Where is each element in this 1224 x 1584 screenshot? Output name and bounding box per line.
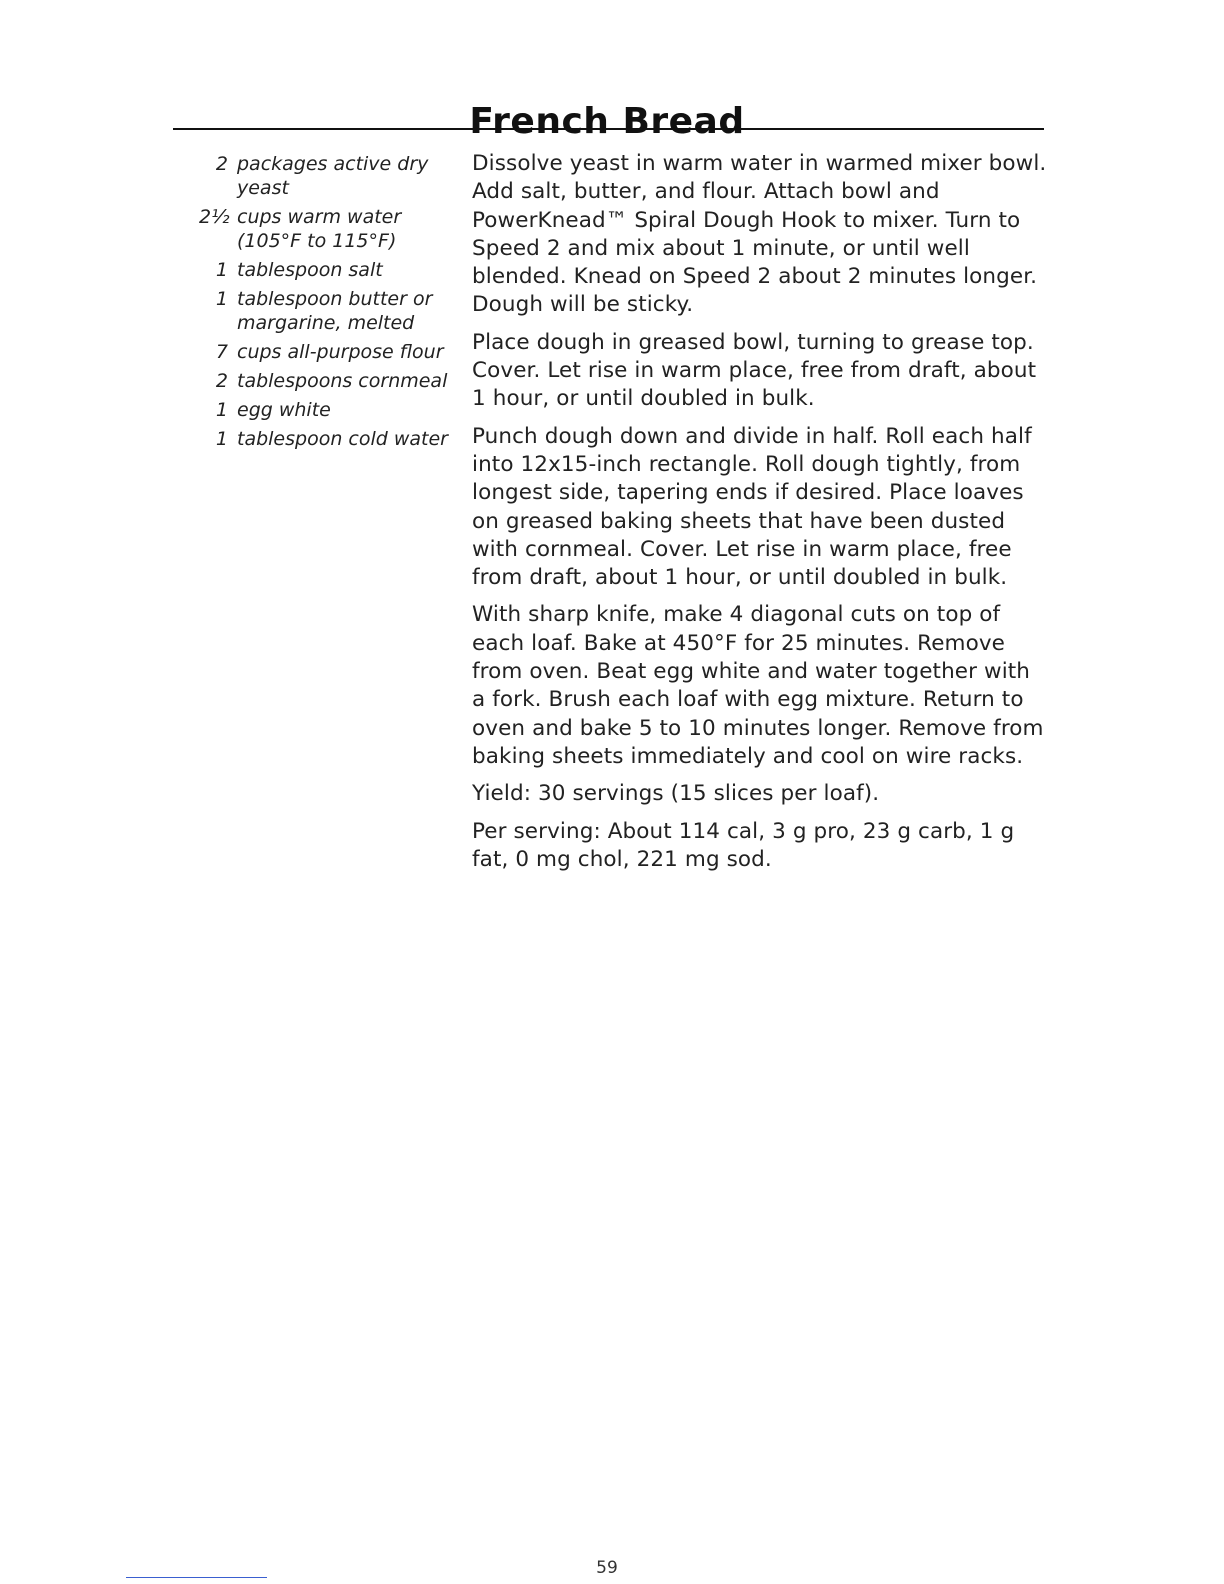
ingredient-item (190, 287, 460, 335)
ingredient-item (190, 205, 460, 253)
ingredient-quantity: 1 (215, 288, 228, 310)
page-number: 59 (596, 1558, 618, 1578)
directions (472, 150, 1047, 883)
ingredient-quantity: 2 (215, 153, 228, 175)
ingredient-text: tablespoon butter or margarine, melted (237, 288, 433, 334)
ingredient-text: egg white (237, 399, 331, 421)
ingredient-quantity: 1 (215, 428, 228, 450)
ingredient-item (190, 152, 460, 200)
ingredient-quantity: 1 (215, 399, 228, 421)
direction-paragraph: Punch dough down and divide in half. Roll each half into 12x15-inch rectangle. Roll dough tightly, from longest side, tapering ends if desired. Place loaves on greased baking sheets that have been dusted with cornmeal. Cover. Let rise in warm place, free from draft, about 1 hour, or until doubled in bulk. (472, 423, 1032, 591)
ingredient-text: tablespoons cornmeal (237, 370, 448, 392)
ingredient-quantity: 7 (215, 341, 228, 363)
page-title: French Bread (469, 101, 745, 143)
title-divider (173, 128, 1044, 130)
ingredient-list (190, 152, 460, 456)
direction-paragraph: With sharp knife, make 4 diagonal cuts on top of each loaf. Bake at 450°F for 25 minutes. Remove from oven. Beat egg white and water together with a fork. Brush each loaf with egg mixture. Return to oven and bake 5 to 10 minutes longer. Remove from baking sheets immediately and cool on wire racks. (472, 602, 1044, 769)
ingredient-text: tablespoon cold water (237, 428, 448, 450)
ingredient-quantity: 2½ (199, 206, 230, 228)
yield-text: Yield: 30 servings (15 slices per loaf). (472, 781, 880, 807)
ingredient-item (190, 369, 460, 393)
ingredient-text: cups warm water (105°F to 115°F) (237, 206, 402, 252)
ingredient-quantity: 2 (215, 370, 228, 392)
ingredient-text: packages active dry yeast (237, 153, 429, 199)
ingredient-quantity: 1 (215, 259, 228, 281)
ingredient-item (190, 427, 460, 451)
ingredient-text: tablespoon salt (237, 259, 383, 281)
ingredient-item (190, 340, 460, 364)
footer-divider (126, 1577, 267, 1578)
direction-paragraph: Place dough in greased bowl, turning to grease top. Cover. Let rise in warm place, free from draft, about 1 hour, or until doubled in bulk. (472, 329, 1037, 412)
ingredient-item (190, 258, 460, 282)
nutrition-text: Per serving: About 114 cal, 3 g pro, 23 g carb, 1 g fat, 0 mg chol, 221 mg sod. (472, 818, 1015, 872)
ingredient-text: cups all-purpose flour (237, 341, 444, 363)
ingredient-item (190, 398, 460, 422)
direction-paragraph: Dissolve yeast in warm water in warmed mixer bowl. Add salt, butter, and flour. Attach bowl and PowerKnead™ Spiral Dough Hook to mixer. Turn to Speed 2 and mix about 1 minute, or until well blended. Knead on Speed 2 about 2 minutes longer. Dough will be sticky. (472, 151, 1047, 318)
